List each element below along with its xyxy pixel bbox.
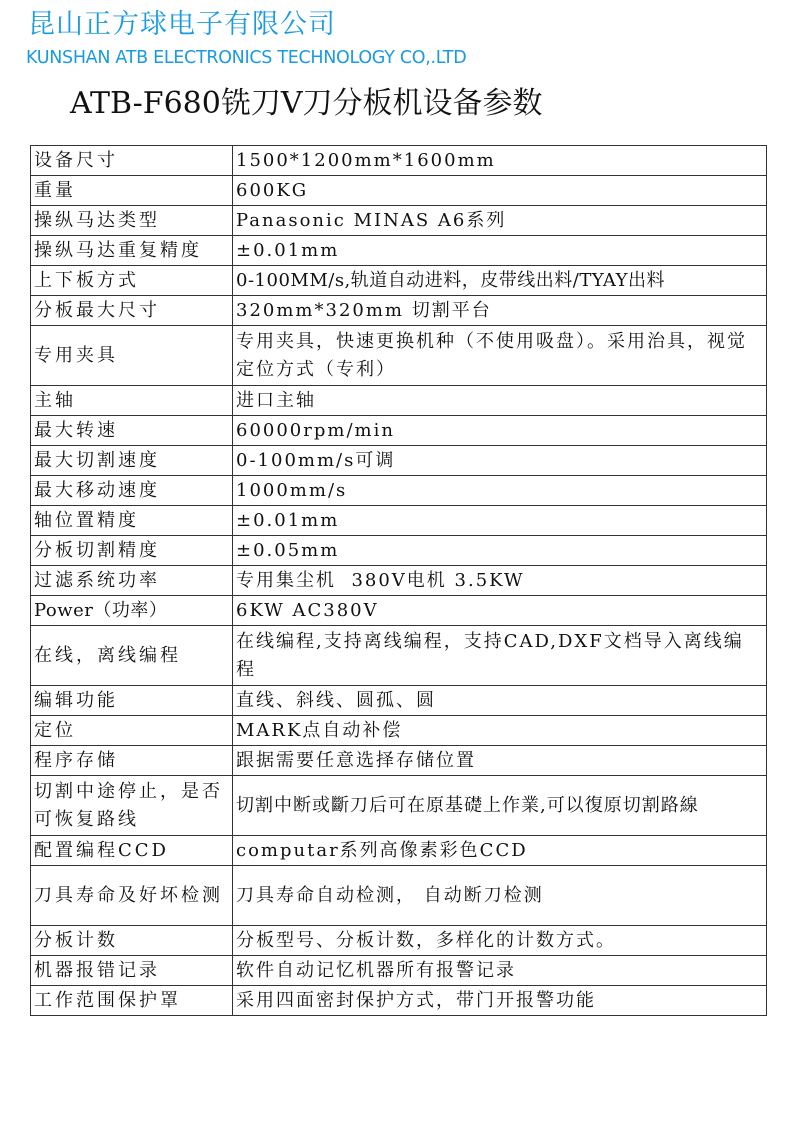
table-row: [31, 536, 767, 566]
spec-label: 在线，离线编程: [31, 626, 233, 686]
spec-value: ±0.01mm: [233, 506, 767, 536]
spec-value: ±0.05mm: [233, 536, 767, 566]
spec-value: 分板型号、分板计数，多样化的计数方式。: [233, 926, 767, 956]
spec-label: Power（功率）: [31, 596, 233, 626]
table-row: [31, 776, 767, 836]
spec-value: 在线编程,支持离线编程，支持CAD,DXF文档导入离线编程: [233, 626, 767, 686]
table-row: [31, 476, 767, 506]
spec-label: 主轴: [31, 386, 233, 416]
spec-value: 1500*1200mm*1600mm: [233, 146, 767, 176]
table-row: [31, 866, 767, 926]
spec-value: 采用四面密封保护方式，带门开报警功能: [233, 986, 767, 1016]
spec-table: [30, 145, 767, 1016]
spec-value: 专用集尘机 380V电机 3.5KW: [233, 566, 767, 596]
table-row: [31, 596, 767, 626]
table-row: [31, 446, 767, 476]
table-row: [31, 986, 767, 1016]
company-name-cn: 昆山正方球电子有限公司: [28, 9, 336, 40]
spec-value: 进口主轴: [233, 386, 767, 416]
table-row: [31, 506, 767, 536]
spec-value: Panasonic MINAS A6系列: [233, 206, 767, 236]
company-name-en: KUNSHAN ATB ELECTRONICS TECHNOLOGY CO,.LTD: [26, 48, 467, 68]
spec-value: 6KW AC380V: [233, 596, 767, 626]
table-row: [31, 746, 767, 776]
spec-label: 专用夹具: [31, 326, 233, 386]
spec-value: 1000mm/s: [233, 476, 767, 506]
spec-value: ±0.01mm: [233, 236, 767, 266]
spec-value: 0-100mm/s可调: [233, 446, 767, 476]
spec-value: computar系列高像素彩色CCD: [233, 836, 767, 866]
spec-label: 操纵马达类型: [31, 206, 233, 236]
table-row: [31, 266, 767, 296]
spec-label: 机器报错记录: [31, 956, 233, 986]
table-row: [31, 146, 767, 176]
table-row: [31, 926, 767, 956]
spec-label: 最大移动速度: [31, 476, 233, 506]
spec-label: 设备尺寸: [31, 146, 233, 176]
table-row: [31, 626, 767, 686]
spec-value: 0-100MM/s,轨道自动进料，皮带线出料/TYAY出料: [233, 266, 767, 296]
spec-label: 最大切割速度: [31, 446, 233, 476]
spec-value: 直线、斜线、圆孤、圆: [233, 686, 767, 716]
spec-label: 编辑功能: [31, 686, 233, 716]
table-row: [31, 566, 767, 596]
spec-value: 600KG: [233, 176, 767, 206]
table-row: [31, 956, 767, 986]
spec-label: 上下板方式: [31, 266, 233, 296]
spec-value: 切割中断或斷刀后可在原基礎上作業,可以復原切割路線: [233, 776, 767, 836]
spec-value: 60000rpm/min: [233, 416, 767, 446]
spec-value: 专用夹具，快速更换机种（不使用吸盘）。采用治具，视觉定位方式（专利）: [233, 326, 767, 386]
table-row: [31, 416, 767, 446]
spec-value: 刀具寿命自动检测， 自动断刀检测: [233, 866, 767, 926]
table-row: [31, 236, 767, 266]
table-row: [31, 296, 767, 326]
spec-value: 320mm*320mm 切割平台: [233, 296, 767, 326]
spec-label: 切割中途停止，是否可恢复路线: [31, 776, 233, 836]
spec-label: 轴位置精度: [31, 506, 233, 536]
table-row: [31, 836, 767, 866]
spec-label: 重量: [31, 176, 233, 206]
spec-label: 操纵马达重复精度: [31, 236, 233, 266]
table-row: [31, 386, 767, 416]
spec-label: 分板计数: [31, 926, 233, 956]
spec-label: 过滤系统功率: [31, 566, 233, 596]
spec-label: 程序存储: [31, 746, 233, 776]
document-title: ATB-F680铣刀V刀分板机设备参数: [70, 86, 543, 121]
table-row: [31, 326, 767, 386]
spec-label: 分板最大尺寸: [31, 296, 233, 326]
spec-label: 刀具寿命及好坏检测: [31, 866, 233, 926]
table-row: [31, 176, 767, 206]
spec-label: 配置编程CCD: [31, 836, 233, 866]
spec-label: 定位: [31, 716, 233, 746]
spec-label: 最大转速: [31, 416, 233, 446]
table-row: [31, 716, 767, 746]
spec-label: 分板切割精度: [31, 536, 233, 566]
spec-value: 跟据需要任意选择存储位置: [233, 746, 767, 776]
table-row: [31, 206, 767, 236]
spec-label: 工作范围保护罩: [31, 986, 233, 1016]
spec-value: 软件自动记忆机器所有报警记录: [233, 956, 767, 986]
spec-value: MARK点自动补偿: [233, 716, 767, 746]
table-row: [31, 686, 767, 716]
